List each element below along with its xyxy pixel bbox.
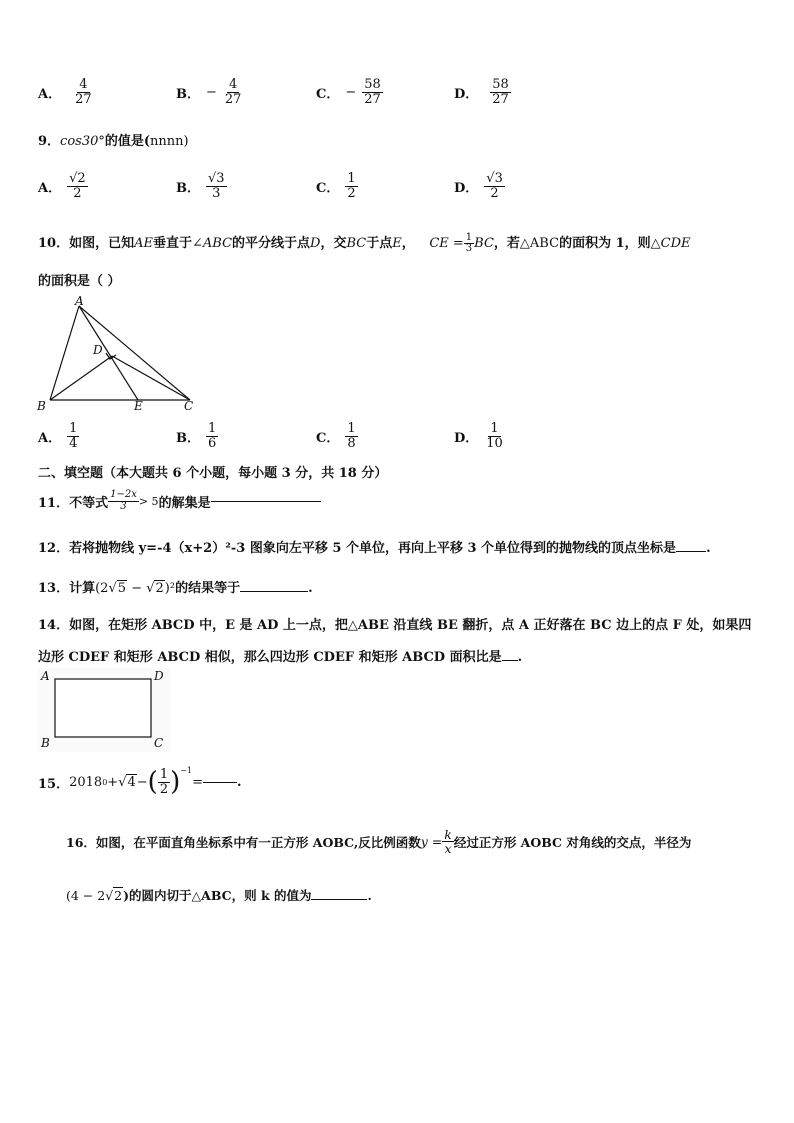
numerator: 1 <box>208 421 217 436</box>
question-number: 15． <box>38 776 70 792</box>
point-c-label: C <box>154 736 164 750</box>
denominator: 3 <box>212 185 221 201</box>
option-label: C． <box>316 180 340 196</box>
numerator: 1 <box>347 171 356 186</box>
option-label: B． <box>176 430 200 446</box>
question-11 <box>38 490 321 512</box>
math: AE <box>134 236 153 251</box>
math: − <box>127 581 147 596</box>
option-label: D． <box>454 430 479 446</box>
point-c-label: C <box>184 399 194 413</box>
question-12 <box>38 537 711 556</box>
numerator: √2 <box>69 171 86 186</box>
numerator: 1 <box>465 231 473 243</box>
denominator: 2 <box>490 185 499 201</box>
denominator: 2 <box>159 781 169 797</box>
radicand: 4 <box>127 774 136 790</box>
rectangle-figure <box>38 668 170 752</box>
answer-blank[interactable] <box>502 659 518 661</box>
denominator: 3 <box>465 243 473 254</box>
half-fraction <box>158 768 170 796</box>
question-15 <box>38 768 242 796</box>
denominator: 10 <box>486 435 503 451</box>
period: . <box>706 541 711 556</box>
denominator: 27 <box>224 91 242 107</box>
rectangle-abcd <box>55 679 151 737</box>
section-2-heading: 二、填空题（本大题共 6 个小题，每小题 3 分，共 18 分） <box>38 466 388 481</box>
text: ，交 <box>320 236 347 251</box>
option-fraction <box>490 78 511 106</box>
denominator: 27 <box>492 91 509 107</box>
radicand: 2 <box>155 581 164 596</box>
paren-open: ( <box>147 767 158 798</box>
point-d-label: D <box>154 669 164 683</box>
cos-expression: cos30° <box>60 134 105 149</box>
math: (4 − 2 <box>66 888 106 903</box>
sqrt-4: √4 <box>118 774 136 790</box>
option-fraction <box>206 422 218 450</box>
q8-option-d <box>454 78 511 106</box>
point-d-label: D <box>93 343 103 357</box>
question-10-line-1 <box>38 232 691 255</box>
denominator: 2 <box>73 185 82 201</box>
period: . <box>367 888 372 903</box>
denominator: 2 <box>347 185 356 201</box>
option-label: D． <box>454 86 479 102</box>
numerator: √3 <box>486 171 503 186</box>
text: 的平分线于点 <box>232 236 311 251</box>
period: . <box>517 650 523 665</box>
math: = <box>192 774 203 790</box>
q8-option-a <box>38 78 94 106</box>
text: 10．如图，已知 <box>38 236 135 251</box>
option-fraction <box>345 422 357 450</box>
exponent: 0 <box>102 777 108 787</box>
option-fraction <box>484 172 505 200</box>
denominator: 3 <box>120 500 127 512</box>
numerator: 4 <box>79 77 88 92</box>
answer-blank[interactable] <box>240 590 308 592</box>
segment-bd <box>50 356 112 400</box>
radicand: 5 <box>117 581 127 596</box>
math: E <box>392 236 402 251</box>
option-label: C． <box>316 430 340 446</box>
inequality-fraction <box>108 490 139 512</box>
q8-option-b <box>176 78 243 106</box>
denominator: 4 <box>69 435 78 451</box>
paren-close: ) <box>170 767 181 798</box>
text: 12．若将抛物线 y=-4（x+2）²-3 图象向左平移 5 个单位，再向上平移 3 个单位得到的抛物线的顶点坐标是 <box>38 541 677 556</box>
sqrt-2: √2 <box>146 581 164 596</box>
option-label: C． <box>316 86 340 102</box>
point-e-label: E <box>134 399 143 413</box>
q9-option-b <box>176 172 227 200</box>
numerator: √3 <box>208 171 225 186</box>
question-9 <box>38 130 189 149</box>
option-fraction <box>206 172 227 200</box>
text: 于点 <box>366 236 393 251</box>
paren-content: nnnn <box>150 134 184 149</box>
text: 16．如图，在平面直角坐标系中有一正方形 AOBC,反比例函数 <box>66 834 421 850</box>
option-label: A． <box>38 180 62 196</box>
math: + <box>107 774 119 790</box>
text: 的面积为 1，则 <box>559 236 651 251</box>
triangle-figure <box>34 296 204 416</box>
q10-option-c <box>316 422 358 450</box>
q9-option-a <box>38 172 88 200</box>
question-number: 9． <box>38 134 61 149</box>
text: 的解集是 <box>158 495 211 511</box>
k-over-x <box>442 828 454 855</box>
numerator: 58 <box>364 77 381 92</box>
option-fraction <box>345 172 357 200</box>
math: BC <box>474 236 494 251</box>
math: ∠ABC <box>192 236 233 251</box>
question-14-line-1: 14．如图，在矩形 ABCD 中，E 是 AD 上一点，把△ABE 沿直线 BE 翻折，点 A 正好落在 BC 边上的点 F 处，如果四 <box>38 618 752 633</box>
text: ，若 <box>493 236 520 251</box>
option-label: B． <box>176 180 200 196</box>
text: 的结果等于 <box>175 581 241 596</box>
question-text: 的值是( <box>104 134 151 149</box>
option-sign: − <box>206 84 217 100</box>
paren-close: ) <box>183 134 189 149</box>
q9-option-c <box>316 172 358 200</box>
numerator: k <box>444 827 452 842</box>
option-fraction <box>67 172 88 200</box>
text: ， <box>401 236 415 251</box>
point-a-label: A <box>75 296 84 308</box>
option-sign: − <box>345 84 357 100</box>
numerator: 1 <box>69 421 78 436</box>
sqrt-5: √5 <box>108 581 127 596</box>
q10-option-b <box>176 422 218 450</box>
question-14-line-2 <box>38 646 522 665</box>
relation: > 5 <box>138 494 159 508</box>
answer-blank[interactable] <box>203 781 237 783</box>
question-10-line-2: 的面积是（ ） <box>38 274 121 289</box>
math: − <box>136 774 148 790</box>
sqrt-2: √2 <box>105 888 123 903</box>
numerator: 58 <box>492 77 509 92</box>
math: )² <box>164 581 176 596</box>
text: )的圆内切于△ABC，则 k 的值为 <box>123 888 312 903</box>
option-label: D． <box>454 180 479 196</box>
option-label: A． <box>38 86 62 102</box>
q8-option-c <box>316 78 383 106</box>
option-label: A． <box>38 430 62 446</box>
denominator: 27 <box>75 91 92 107</box>
q10-option-d <box>454 422 505 450</box>
denominator: x <box>444 841 452 857</box>
option-fraction <box>223 78 244 106</box>
question-13 <box>38 577 313 596</box>
point-b-label: B <box>37 399 46 413</box>
option-fraction <box>67 422 79 450</box>
option-fraction <box>362 78 383 106</box>
denominator: 8 <box>347 435 356 451</box>
text: 边形 CDEF 和矩形 ABCD 相似，那么四边形 CDEF 和矩形 ABCD 面积比是 <box>38 650 502 665</box>
text: 垂直于 <box>152 236 192 251</box>
segment-ab <box>50 306 79 400</box>
math: △ABC <box>519 236 560 251</box>
numerator: 1−2x <box>110 489 137 500</box>
math: △CDE <box>650 236 691 251</box>
numerator: 1 <box>347 421 356 436</box>
math: (2 <box>95 581 109 596</box>
math: CE = <box>429 236 464 251</box>
numerator: 1 <box>159 767 169 782</box>
q9-option-d <box>454 172 505 200</box>
option-fraction <box>73 78 94 106</box>
math: 2018 <box>69 774 103 790</box>
question-16-line-2 <box>66 886 372 904</box>
answer-blank[interactable] <box>676 550 706 552</box>
text: 11．不等式 <box>38 495 109 511</box>
ce-fraction <box>464 233 474 255</box>
segment-ae <box>79 306 138 400</box>
point-a-label: A <box>41 669 50 683</box>
math: y = <box>420 834 443 850</box>
denominator: 6 <box>208 435 217 451</box>
text: 13．计算 <box>38 581 96 596</box>
question-16-line-1 <box>66 828 691 855</box>
q10-option-a <box>38 422 79 450</box>
answer-blank[interactable] <box>311 898 367 900</box>
math: D <box>310 236 321 251</box>
text: 经过正方形 AOBC 对角线的交点，半径为 <box>453 834 692 850</box>
point-b-label: B <box>41 736 50 750</box>
exponent: −1 <box>180 766 193 775</box>
numerator: 4 <box>229 77 238 92</box>
math: BC <box>346 236 367 251</box>
option-label: B． <box>176 86 200 102</box>
numerator: 1 <box>490 421 499 436</box>
option-fraction <box>484 422 505 450</box>
answer-blank[interactable] <box>211 500 321 502</box>
period: . <box>308 581 313 596</box>
period: . <box>236 774 242 790</box>
radicand: 2 <box>114 888 123 903</box>
denominator: 27 <box>364 91 381 107</box>
